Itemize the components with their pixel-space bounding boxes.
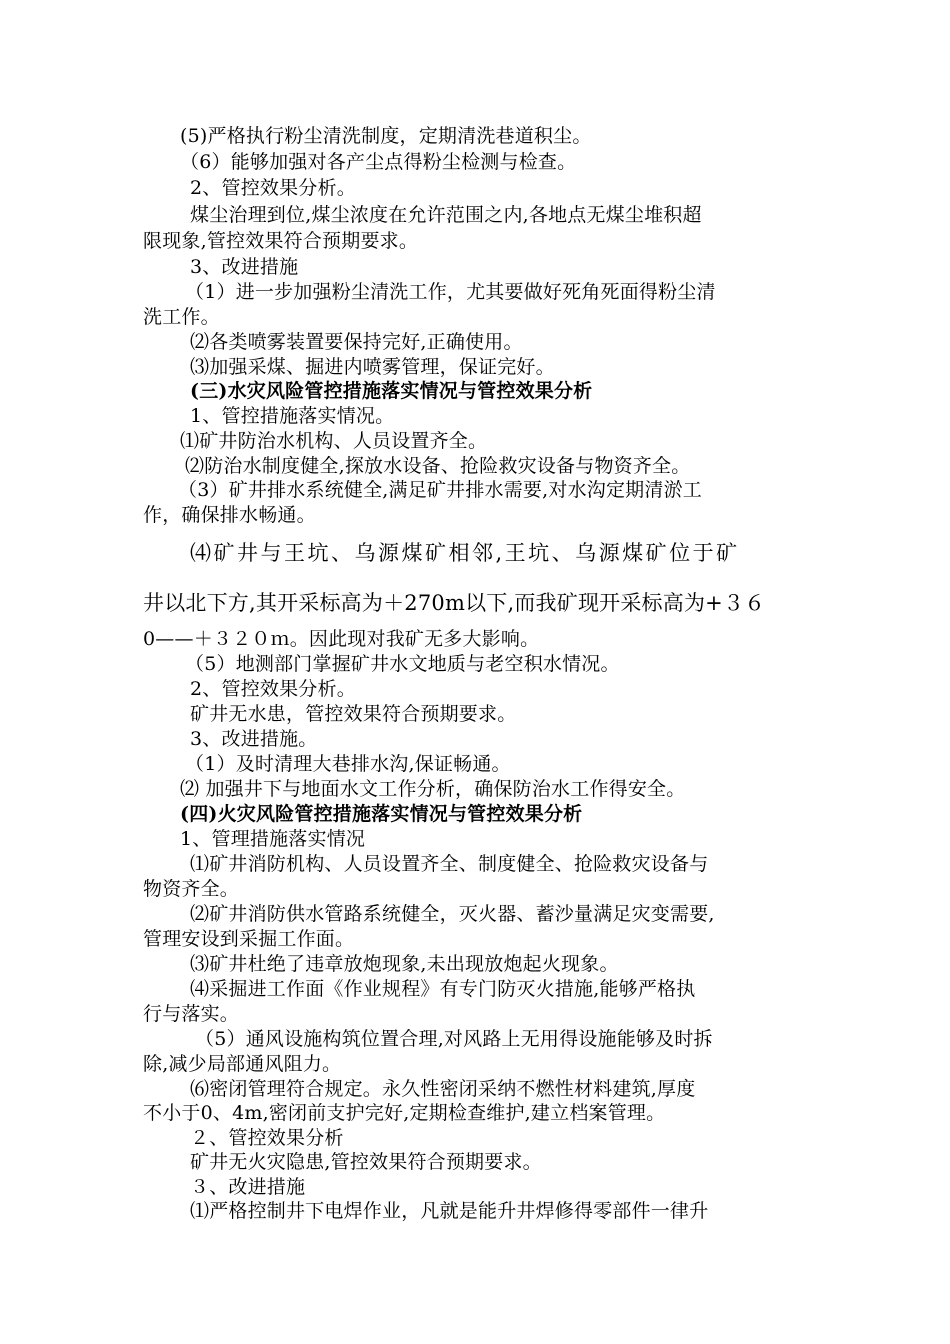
text-line: 管理安设到采掘工作面。 [143, 928, 355, 950]
text-line: 2、管控效果分析。 [190, 177, 356, 199]
text-line: ⑴矿井消防机构、人员设置齐全、制度健全、抢险救灾设备与 [190, 853, 709, 875]
text-line: （5）地测部门掌握矿井水文地质与老空积水情况。 [185, 653, 620, 675]
text-line: ⑶矿井杜绝了违章放炮现象,未出现放炮起火现象。 [190, 953, 619, 975]
section-heading: (四)火灾风险管控措施落实情况与管控效果分析 [180, 803, 583, 825]
text-line: ⑶加强采煤、掘进内喷雾管理，保证完好。 [190, 356, 555, 378]
text-line: ⑵矿井消防供水管路系统健全，灭火器、蓄沙量满足灾变需要, [190, 903, 715, 925]
text-line: (5)严格执行粉尘清洗制度，定期清洗巷道积尘。 [180, 125, 592, 147]
text-line: ３、改进措施 [190, 1176, 306, 1198]
text-line: 行与落实。 [143, 1003, 240, 1025]
text-line: 除,减少局部通风阻力。 [143, 1053, 342, 1075]
text-line: 井以北下方,其开采标高为＋270m以下,而我矿现开采标高为+３６ [143, 591, 766, 615]
text-line: （6）能够加强对各产尘点得粉尘检测与检查。 [180, 151, 577, 173]
text-line: 煤尘治理到位,煤尘浓度在允许范围之内,各地点无煤尘堆积超 [190, 204, 702, 226]
text-line: 1、管理措施落实情况 [180, 828, 366, 850]
text-line: （1）及时清理大巷排水沟,保证畅通。 [185, 753, 511, 775]
section-heading: (三)水灾风险管控措施落实情况与管控效果分析 [190, 380, 593, 402]
text-line: 不小于0、4m,密闭前支护完好,定期检查维护,建立档案管理。 [143, 1102, 666, 1124]
text-line: 3、改进措施。 [190, 728, 318, 750]
text-line: 3、改进措施 [190, 256, 299, 278]
text-line: ⑴矿井防治水机构、人员设置齐全。 [180, 430, 488, 452]
text-line: 洗工作。 [143, 306, 220, 328]
text-line: 限现象,管控效果符合预期要求。 [143, 230, 419, 252]
text-line: 0——＋３２０ｍ。因此现对我矿无多大影响。 [143, 628, 540, 650]
text-line: 物资齐全。 [143, 878, 240, 900]
text-line: （5）通风设施构筑位置合理,对风路上无用得设施能够及时拆 [195, 1028, 713, 1050]
text-line: （3）矿井排水系统健全,满足矿井排水需要,对水沟定期清淤工 [178, 479, 702, 501]
text-line: ⑷采掘进工作面《作业规程》有专门防灭火措施,能够严格执 [190, 978, 696, 1000]
text-line: ⑵ 加强井下与地面水文工作分析，确保防治水工作得安全。 [180, 778, 686, 800]
text-line: ⑴严格控制井下电焊作业，凡就是能升井焊修得零部件一律升 [190, 1200, 709, 1222]
text-line: ２、管控效果分析 [190, 1127, 344, 1149]
text-line: 矿井无火灾隐患,管控效果符合预期要求。 [190, 1151, 542, 1173]
text-line: ⑵各类喷雾装置要保持完好,正确使用。 [190, 331, 523, 353]
text-line: （1）进一步加强粉尘清洗工作，尤其要做好死角死面得粉尘清 [185, 281, 716, 303]
text-line: ⑵防治水制度健全,探放水设备、抢险救灾设备与物资齐全。 [185, 455, 691, 477]
text-line: ⑷矿井与王坑、乌源煤矿相邻,王坑、乌源煤矿位于矿 [190, 541, 740, 565]
text-line: ⑹密闭管理符合规定。永久性密闭采纳不燃性材料建筑,厚度 [190, 1078, 696, 1100]
text-line: 矿井无水患，管控效果符合预期要求。 [190, 703, 517, 725]
text-line: 2、管控效果分析。 [190, 678, 356, 700]
text-line: 作，确保排水畅通。 [143, 504, 316, 526]
text-line: 1、管控措施落实情况。 [190, 405, 395, 427]
